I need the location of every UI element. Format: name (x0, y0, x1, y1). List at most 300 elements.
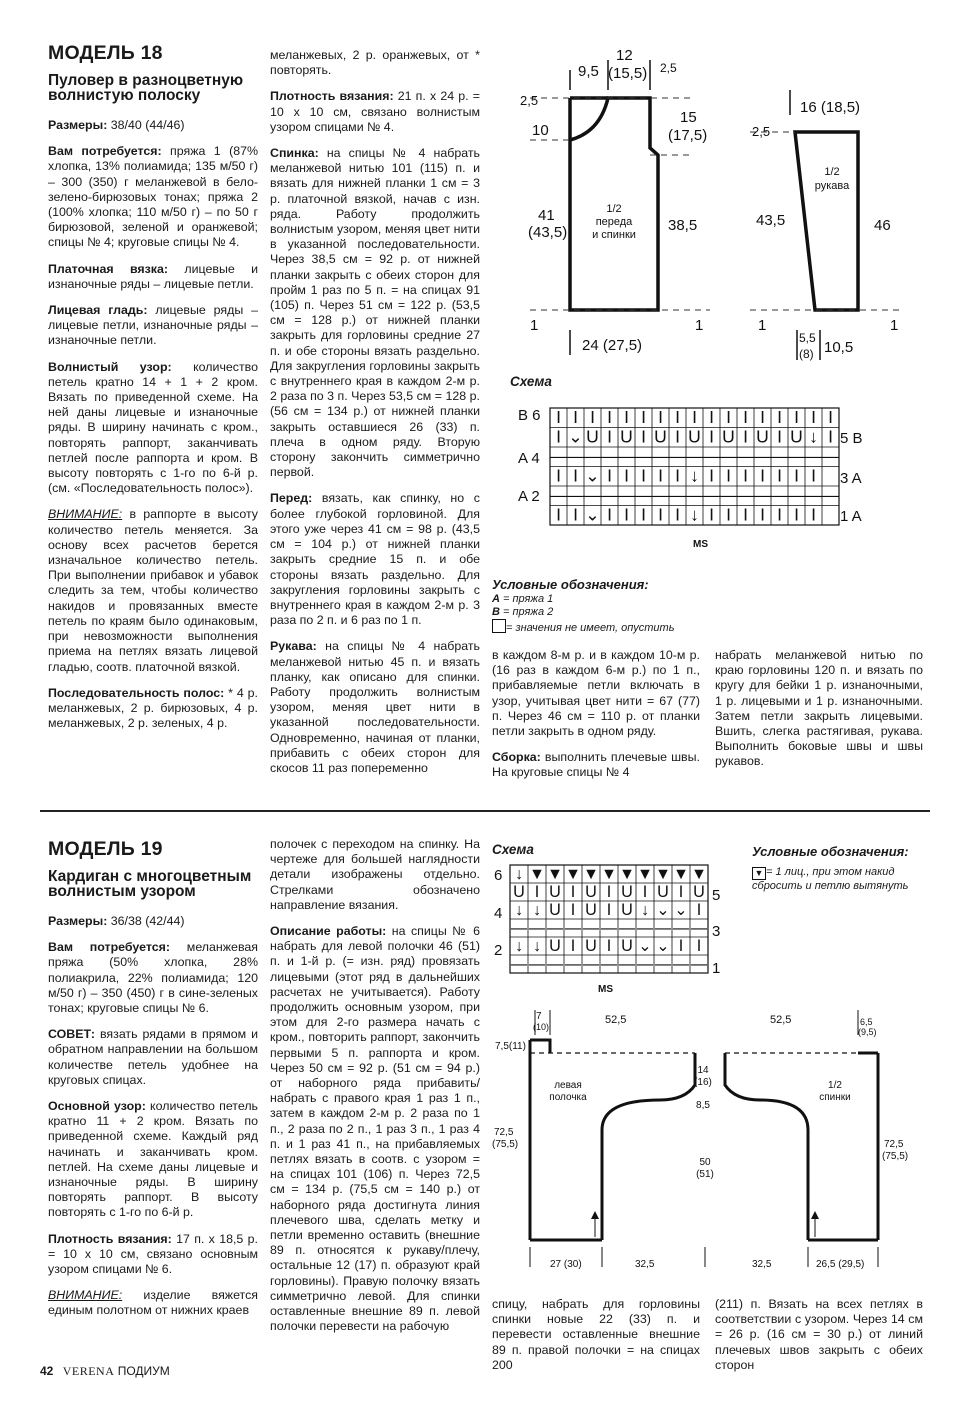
paragraph-text: 36/38 (42/44) (107, 914, 185, 928)
chart18-ms-label: MS (693, 539, 708, 550)
chart-symbol: I (760, 465, 765, 486)
chart19-right-label-2: 3 (712, 923, 721, 940)
chart-symbol: U (586, 426, 599, 447)
paragraph (492, 750, 700, 780)
sleeve-top-slope-label: 2,5 (752, 124, 771, 139)
paragraph (48, 914, 258, 929)
chart-symbol: — (600, 446, 619, 467)
model18-pattern-chart (510, 398, 890, 558)
paragraph-text: выполнить плечевые швы. На круговые спицы № 4 (492, 750, 700, 780)
model19-col1 (48, 838, 258, 1319)
chart-symbol: — (668, 485, 687, 506)
chart-symbol: ↓ (532, 901, 542, 920)
chart-symbol: ▼ (564, 865, 582, 884)
chart-symbol: — (736, 446, 755, 467)
chart-symbol: — (546, 955, 564, 974)
paragraph (270, 837, 480, 913)
paragraph-text: вязать рядами в прямом и обратном направлении на большом количестве петель удобнее на круговых спицах. (48, 1027, 258, 1087)
chart-symbol: — (651, 485, 670, 506)
chart-symbol: ▼ (582, 865, 600, 884)
chart-symbol: ↓ (640, 901, 650, 920)
chart-symbol: — (821, 446, 840, 467)
paragraph-keyword: Перед: (270, 491, 313, 506)
page-number: 42 (40, 1364, 54, 1378)
chart-symbol: — (702, 485, 721, 506)
chart-symbol: U (657, 883, 669, 902)
chart-symbol: I (641, 504, 646, 525)
mid-label: 50 (699, 1157, 711, 1168)
shoulder-label: 9,5 (578, 63, 599, 80)
paragraph (48, 686, 258, 732)
chart-symbol: ⌄ (585, 465, 600, 486)
paragraph-text: (211) п. Вязать на всех петлях в соответствии с узором. Через 14 см = 26 р. (16 см = 30 р.) от линий плечевых швов закрыть с обеих сторон (715, 1297, 923, 1372)
chart-symbol: I (556, 465, 561, 486)
drop-stitch-icon: ▼ (752, 867, 766, 880)
paragraph (270, 146, 480, 480)
model18-subtitle: Пуловер в разноцветную волнистую полоску (48, 72, 244, 104)
brand-name: VERENA (62, 1364, 115, 1378)
chart-symbol: I (675, 407, 680, 428)
paragraph-text: количество петель кратно 11 + 2 кром. Вязать по приведенной схеме. Каждый ряд начинать и заканчивать кром. петлей. На схеме даны лицевые и изнаночные ряды. В ширину повторять раппорт. В высоту повторять с 1-го по 6-й р. (48, 1099, 259, 1220)
chart18-right-label-1: 5 B (840, 430, 863, 447)
chart19-left-label-2: 4 (494, 905, 503, 922)
bottom-mid-right-label: 32,5 (752, 1259, 772, 1270)
model18-schema-title: Схема (510, 374, 552, 389)
chart-symbol: — (510, 955, 528, 974)
chart-symbol: I (658, 465, 663, 486)
page-footer (40, 1364, 170, 1379)
chart-symbol: — (600, 955, 618, 974)
chart-symbol: — (654, 955, 672, 974)
paragraph (270, 89, 480, 135)
model18-col4 (715, 648, 923, 770)
height-label: 41 (538, 207, 555, 224)
chart-symbol: ↓ (514, 901, 524, 920)
chart-symbol: I (641, 407, 646, 428)
armhole-alt-label: (17,5) (668, 127, 708, 144)
chart19-ms-label: MS (598, 984, 613, 995)
chart-symbol: I (607, 407, 612, 428)
paragraph (48, 940, 258, 1016)
model18-col4-body (715, 648, 923, 770)
body-label: 1/2 переда и спинки (592, 203, 636, 241)
paragraph (270, 639, 480, 776)
paragraph (715, 648, 923, 770)
chart-symbol: I (642, 883, 648, 902)
paragraph-text: в раппорте в высоту количество петель меняется. За основу всех расчетов берется изначальное количество петель. При выполнении прибавок и убавок следить за тем, чтобы количество накидов и провязанных вместе петель по краям было одинаковым, при невозможности выполнения приема на петлях вязать лицевой гладью, соотв. платочной вязкой. (48, 507, 258, 674)
paragraph-text: на спицы № 4 набрать меланжевой нитью 45 п. и вязать планку, как описано для спинки. Работу продолжить волнистым узором, меняя цвет нити в указанной последовательности. Одновременно, начиная от планки, прибавить с обеих сторон для скосов 11 раз попеременно (270, 639, 480, 775)
model18-legend (492, 593, 675, 635)
paragraph (48, 144, 258, 250)
mid-alt-label: (51) (696, 1169, 714, 1180)
chart-symbol: U (693, 883, 705, 902)
bottom-label: 24 (27,5) (582, 337, 643, 354)
chart-symbol: U (585, 883, 597, 902)
chart-symbol: U (585, 937, 597, 956)
sleeve-b-label: 6,5 (860, 1017, 873, 1027)
chart-symbol: ▼ (600, 865, 618, 884)
chart-symbol: ⌄ (656, 901, 670, 920)
model19-col1-body (48, 914, 258, 1319)
chart-symbol: — (582, 919, 600, 938)
chart-symbol: U (621, 901, 633, 920)
chart-symbol: I (811, 504, 816, 525)
chart-symbol: I (709, 407, 714, 428)
left-front-label: левая полочка (549, 1080, 587, 1103)
model18-col3 (492, 648, 700, 781)
chart-symbol: I (777, 504, 782, 525)
model19-legend-title: Условные обозначения: (752, 844, 909, 859)
chart-symbol: — (672, 955, 690, 974)
chart-symbol: I (678, 937, 684, 956)
chart-symbol: ⌄ (585, 504, 600, 525)
chart-symbol: ⌄ (674, 901, 688, 920)
chart-symbol: — (651, 446, 670, 467)
chart-symbol: — (566, 446, 585, 467)
chart-symbol: — (685, 446, 704, 467)
chart-symbol: — (528, 919, 546, 938)
chart-symbol: U (756, 426, 769, 447)
model19-col3-body (492, 1297, 700, 1373)
chart-symbol: ⌄ (656, 937, 670, 956)
chart-symbol: — (719, 485, 738, 506)
paragraph-keyword: СОВЕТ: (48, 1027, 96, 1042)
paragraph (492, 1297, 700, 1373)
chart-symbol: I (607, 465, 612, 486)
chart-symbol: I (811, 465, 816, 486)
chart-symbol: — (787, 485, 806, 506)
paragraph-text: полочек с переходом на спинку. На чертеже для большей наглядности детали изображены отдельно. Стрелками обозначено направление вязания. (270, 837, 480, 912)
model19-pattern-chart (490, 860, 730, 1000)
neck-depth-right-label: 2,5 (660, 61, 677, 75)
chart-symbol: — (583, 485, 602, 506)
paragraph (48, 507, 258, 674)
paragraph-text: спицу, набрать для горловины спинки новые 22 (33) п. и перевести оставленные внешние 89 п. правой полочки = на спицах 200 (492, 1297, 700, 1372)
paragraph (48, 1288, 258, 1318)
model19-col4 (715, 1297, 923, 1373)
chart-symbol: I (570, 901, 576, 920)
paragraph (270, 924, 480, 1334)
bottom-left-label: 27 (30) (550, 1259, 582, 1270)
model18-col3-body (492, 648, 700, 781)
chart-symbol: — (804, 446, 823, 467)
paragraph-text: набрать меланжевой нитью по краю горловины 120 п. и вязать по кругу для бейки 1 р. изнаночными, 1 р. лицевыми и 1 р. изнаночными. Затем петли закрыть лицевыми. Вшить, слегка растягивая, рукава. Выполнить боковые швы и швы рукавов. (715, 648, 923, 769)
top-width-label: 12 (616, 47, 633, 64)
paragraph-keyword: Описание работы: (270, 924, 387, 939)
chart-symbol: — (510, 919, 528, 938)
chart-symbol: — (546, 919, 564, 938)
top-right-label: 52,5 (770, 1014, 792, 1026)
chart-symbol: ▼ (636, 865, 654, 884)
chart-symbol: U (513, 883, 525, 902)
chart-symbol: — (600, 919, 618, 938)
model19-subtitle: Кардиган с многоцветным волнистым узором (48, 868, 252, 900)
model18-garment-diagram (490, 40, 930, 370)
chart-symbol: ↓ (514, 865, 524, 884)
chart-symbol: ▼ (618, 865, 636, 884)
model19-col3 (492, 1297, 700, 1373)
chart-symbol: I (556, 426, 561, 447)
sleeve-hem-left-label: 1 (758, 317, 767, 334)
sleeve-right-height-label: 46 (874, 217, 891, 234)
chart-symbol: I (709, 504, 714, 525)
chart-symbol: I (573, 407, 578, 428)
neck-back-left-label: 2,5 (520, 93, 539, 108)
neck-width-label: 8,5 (696, 1100, 710, 1111)
chart-symbol: — (804, 485, 823, 506)
chart-symbol: — (719, 446, 738, 467)
chart-symbol: U (722, 426, 735, 447)
chart-symbol: U (549, 901, 561, 920)
top-left-label: 52,5 (605, 1014, 627, 1026)
model18-col1 (48, 42, 258, 731)
paragraph-keyword: Размеры: (48, 118, 108, 132)
empty-box-icon (492, 619, 506, 633)
chart-symbol: I (777, 407, 782, 428)
model18-col1-body (48, 118, 258, 731)
sleeve-a-label: 7 (536, 1011, 542, 1022)
paragraph-keyword: Основной узор: (48, 1099, 146, 1114)
chart-symbol: — (617, 446, 636, 467)
paragraph-keyword: Платочная вязка: (48, 261, 169, 276)
hem-right-label: 1 (695, 317, 704, 334)
hem-left-label: 1 (530, 317, 539, 334)
chart-symbol: I (709, 465, 714, 486)
model19-col2 (270, 837, 480, 1335)
sleeve-b-alt-label: (9,5) (858, 1027, 877, 1037)
paragraph-keyword: Рукава: (270, 639, 317, 654)
chart-symbol: I (624, 407, 629, 428)
chart-symbol: — (685, 485, 704, 506)
paragraph (48, 303, 258, 349)
chart-symbol: I (709, 426, 714, 447)
paragraph-text: изделие вяжется единым полотном от нижних краев (48, 1288, 258, 1318)
chart19-left-label-3: 2 (494, 942, 503, 959)
paragraph-keyword: Лицевая гладь: (48, 303, 148, 318)
paragraph (48, 118, 258, 133)
chart-symbol: — (770, 485, 789, 506)
legend-item-a: A = пряжа 1 (492, 593, 554, 605)
height-left-label: 72,5 (494, 1127, 514, 1138)
paragraph-keyword: Плотность вязания: (48, 1231, 172, 1246)
model18-col2 (270, 48, 480, 776)
height-left-alt-label: (75,5) (492, 1139, 519, 1150)
paragraph-text: лицевые и изнаночные ряды – лицевые петли. (48, 261, 258, 291)
chart18-right-label-2: 3 A (840, 470, 862, 487)
chart-symbol: I (726, 465, 731, 486)
chart-symbol: I (624, 465, 629, 486)
model18-col2-body (270, 48, 480, 776)
chart-symbol: I (556, 407, 561, 428)
chart-symbol: I (658, 407, 663, 428)
chart-symbol: — (736, 485, 755, 506)
back-half-label: 1/2 спинки (819, 1080, 851, 1103)
chart-symbol: — (528, 955, 546, 974)
chart-symbol: — (617, 485, 636, 506)
legend-item-b: B = пряжа 2 (492, 606, 554, 618)
chart-symbol: I (534, 883, 540, 902)
chart-symbol: U (621, 883, 633, 902)
chart-symbol: ↓ (532, 937, 542, 956)
chart-symbol: ▼ (672, 865, 690, 884)
model19-schema-title: Схема (492, 842, 534, 857)
chart-symbol: ⌄ (638, 937, 652, 956)
chart-symbol: I (743, 504, 748, 525)
chart-symbol: — (582, 955, 600, 974)
chart-symbol: I (794, 407, 799, 428)
bottom-right-label: 26,5 (29,5) (816, 1259, 865, 1270)
paragraph-text: пряжа 1 (87% хлопка, 13% полиамида; 135 м/50 г) – 300 (350) г меланжевой в бело-зелено-бирюзовых тонах; пряжа 2 (100% хлопка; 110 м/50 г) – по 50 г бирюзовой, зеленой и оранжевой; спицы № 4; круговые спицы № 4. (48, 144, 259, 250)
model18-title: МОДЕЛЬ 18 (48, 42, 163, 64)
chart-symbol: I (570, 883, 576, 902)
paragraph (48, 360, 258, 497)
chart-symbol: U (549, 937, 561, 956)
paragraph-text: 17 п. х 18,5 р. = 10 х 10 см, связано основным узором спицами № 6. (48, 1231, 258, 1277)
chart-symbol: I (743, 407, 748, 428)
paragraph-keyword: Вам потребуется: (48, 940, 171, 955)
paragraph-text: * 4 р. меланжевых, 2 р. бирюзовых, 4 р. меланжевых, 2 р. зеленых, 4 р. (48, 685, 258, 731)
paragraph-keyword: Спинка: (270, 146, 319, 161)
chart-symbol: I (641, 426, 646, 447)
chart-symbol: — (636, 955, 654, 974)
chart-symbol: — (672, 919, 690, 938)
paragraph-keyword: Волнистый узор: (48, 359, 172, 374)
chart-symbol: — (753, 485, 772, 506)
chart-symbol: — (634, 446, 653, 467)
neck-depth-alt-label: (16) (694, 1077, 712, 1088)
model19-garment-diagram (490, 1005, 930, 1290)
chart-symbol: I (760, 407, 765, 428)
paragraph-keyword: Размеры: (48, 914, 108, 928)
chart-symbol: U (585, 901, 597, 920)
chart19-right-label-1: 5 (712, 887, 721, 904)
chart-symbol: I (828, 407, 833, 428)
model-divider (40, 810, 930, 812)
chart-symbol: I (606, 937, 612, 956)
chart-symbol: I (607, 504, 612, 525)
neck-front-label: 10 (532, 122, 549, 139)
paragraph-keyword: Вам потребуется: (48, 144, 162, 159)
chart-symbol: I (607, 426, 612, 447)
cuff-a-label: 5,5 (799, 331, 816, 345)
sleeve-top-label: 16 (18,5) (800, 99, 861, 116)
chart-symbol: U (790, 426, 803, 447)
chart-symbol: I (573, 504, 578, 525)
model19-col4-body (715, 1297, 923, 1373)
chart-symbol: I (726, 407, 731, 428)
chart-symbol: I (573, 465, 578, 486)
cuff-b-label: 10,5 (824, 339, 854, 356)
chart-symbol: — (690, 919, 708, 938)
paragraph (48, 1027, 258, 1088)
paragraph-text: вязать, как спинку, но с более глубокой горловиной. Для этого уже через 41 см = 98 р. (43,5 см = 104 р.) от нижней планки закрыть средние 15 п. и обе стороны вязать раздельно. Для закругления горловины закрыть с внутреннего края в каждом 2-м р. 3 раза по 2 п. и 6 раз по 1 п. (270, 491, 480, 628)
model19-col2-body (270, 837, 480, 1335)
chart-symbol: — (634, 485, 653, 506)
chart18-left-label-3: A 2 (518, 488, 540, 505)
bottom-mid-left-label: 32,5 (635, 1259, 655, 1270)
chart-symbol: ↓ (514, 937, 524, 956)
chart-symbol: — (549, 485, 568, 506)
chart-symbol: I (606, 901, 612, 920)
neck-left-label: 7,5(11) (495, 1041, 526, 1052)
sleeve-a-alt-label: (10) (533, 1022, 550, 1032)
cuff-a-alt-label: (8) (799, 347, 814, 361)
paragraph-text: меланжевая пряжа (50% хлопка, 28% полиакрила, 22% полиамида; 120 м/50 г) – 350 (450) г в сине-зеленых тонах; круговые спицы № 6. (48, 940, 258, 1016)
chart-symbol: — (753, 446, 772, 467)
sleeve-hem-right-label: 1 (890, 317, 899, 334)
chart-symbol: ↓ (690, 504, 699, 525)
chart-symbol: I (794, 465, 799, 486)
chart-symbol: ↓ (809, 426, 818, 447)
height-alt-label: (43,5) (528, 224, 568, 241)
chart-symbol: U (654, 426, 667, 447)
chart-symbol: — (583, 446, 602, 467)
brand-name-2: ПОДИУМ (117, 1364, 170, 1378)
chart-symbol: — (770, 446, 789, 467)
paragraph-text: количество петель кратно 14 + 1 + 2 кром. Вязать по приведенной схеме. На ней даны лицевые и изнаночные ряды. В ширину начинать с кром., повторять раппорт, заканчивать петлей после раппорта и кром. В высоту повторять с 1-го по 6-й р. (см. «Последовательность полос»). (48, 359, 259, 496)
paragraph-text: на спицы № 4 набрать меланжевой нитью 101 (115) п. и вязать для нижней планки 1 см = 3 р. платочной вязкой, начав с изн. ряда. Работу продолжить волнистым узором, меняя цвет нити в указанной последовательности. Через 38,5 см = 92 р. от нижней планки закрыть с обеих сторон для пройм 1 раз по 5 п. = на спицах 91 (105) п. Через 51 см = 122 р. (53,5 см = 128 р.) от нижней планки закрыть для горловины средние 27 п. и обе стороны вязать раздельно. Для закругления горловины закрыть с внутреннего края в каждом 2-м р. 2 раза по 3 п. Через 53,5 см = 128 р. (56 см = 134 р.) от нижней планки закрыть оставшиеся 26 (33) п. плеча в одном ряду. Вторую сторону закончить симметрично первой. (270, 146, 480, 480)
chart-symbol: — (618, 955, 636, 974)
sleeve-label: 1/2 рукава (814, 166, 850, 192)
paragraph-warning: ВНИМАНИЕ: (48, 507, 123, 522)
chart-symbol: I (675, 426, 680, 447)
armhole-label: 15 (680, 109, 697, 126)
paragraph-text: лицевые ряды – лицевые петли, изнаночные ряды – изнаночные петли. (48, 303, 258, 348)
paragraph-text: в каждом 8-м р. и в каждом 10-м р. (16 раз в каждом 6-м р.) по 1 п., прибавляемые петли включать в узор, учитывая цвет нити = 67 (77) п. Через 46 см = 110 р. от планки петли закрыть в одном ряду. (492, 648, 700, 739)
model19-title: МОДЕЛЬ 19 (48, 838, 163, 860)
paragraph (270, 48, 480, 78)
top-width-alt-label: (15,5) (608, 65, 648, 82)
chart-symbol: I (678, 883, 684, 902)
chart19-right-label-3: 1 (712, 960, 721, 977)
paragraph (270, 491, 480, 628)
chart-symbol: I (556, 504, 561, 525)
chart-symbol: — (564, 955, 582, 974)
paragraph-keyword: Последовательность полос: (48, 685, 225, 700)
paragraph-keyword: Сборка: (492, 750, 541, 765)
chart-symbol: I (811, 407, 816, 428)
chart-symbol: — (636, 919, 654, 938)
chart-symbol: I (606, 883, 612, 902)
chart-symbol: — (668, 446, 687, 467)
chart-symbol: — (654, 919, 672, 938)
chart-symbol: I (743, 465, 748, 486)
neck-depth-label: 14 (697, 1065, 709, 1076)
chart-symbol: I (590, 407, 595, 428)
chart-symbol: I (641, 465, 646, 486)
side-label: 38,5 (668, 217, 698, 234)
paragraph-keyword: Плотность вязания: (270, 89, 394, 104)
chart-symbol: U (688, 426, 701, 447)
paragraph-text: на спицы № 6 набрать для левой полочки 46 (51) п. и 1-й р. (= изн. ряд) провязать лицевыми (этот ряд в дальнейших расчетах не учитывается). Работу продолжить основным узором, при этом для 2-го размера начать с кром., повторить раппорт, закончить первыми 5 п. раппорта и кром. Через 50 см = 92 р. (51 см = 94 р.) от наборного ряда прибавить/набрать с правого края 1 раз 1 п., затем в каждом 2-м р. 2 раза по 1 п., 2 раза по 2 п., 1 раз 3 п., 1 раз 4 п. и 1 раз 41 п., на прибавляемых петлях вязать в соотв. с узором = на спицах 101 (106) п. Через 72,5 см = 134 р. (75,5 см = 140 р.) от наборного ряда достигнута линия плечевого шва, сделать метку и петли временно оставить (внешние 89 п. относятся к рукаву/плечу, остальные 12 (17) п. образуют край горловины). Правую полочку вязать симметрично левой. Для спинки оставленные внешние 89 п. левой полочки перевести на рабочую (270, 924, 480, 1334)
chart-symbol: I (696, 901, 702, 920)
chart-symbol: — (821, 485, 840, 506)
chart-symbol: — (690, 955, 708, 974)
paragraph (48, 1232, 258, 1278)
paragraph (715, 1297, 923, 1373)
chart-symbol: I (675, 504, 680, 525)
paragraph-text: меланжевых, 2 р. оранжевых, от * повторять. (270, 48, 480, 78)
chart-symbol: — (618, 919, 636, 938)
chart-symbol: — (566, 485, 585, 506)
chart-symbol: — (702, 446, 721, 467)
chart-symbol: ▼ (528, 865, 546, 884)
chart-symbol: ↓ (690, 465, 699, 486)
chart-symbol: U (620, 426, 633, 447)
chart-symbol: I (570, 937, 576, 956)
paragraph-text: 38/40 (44/46) (107, 118, 185, 132)
chart-symbol: I (828, 426, 833, 447)
